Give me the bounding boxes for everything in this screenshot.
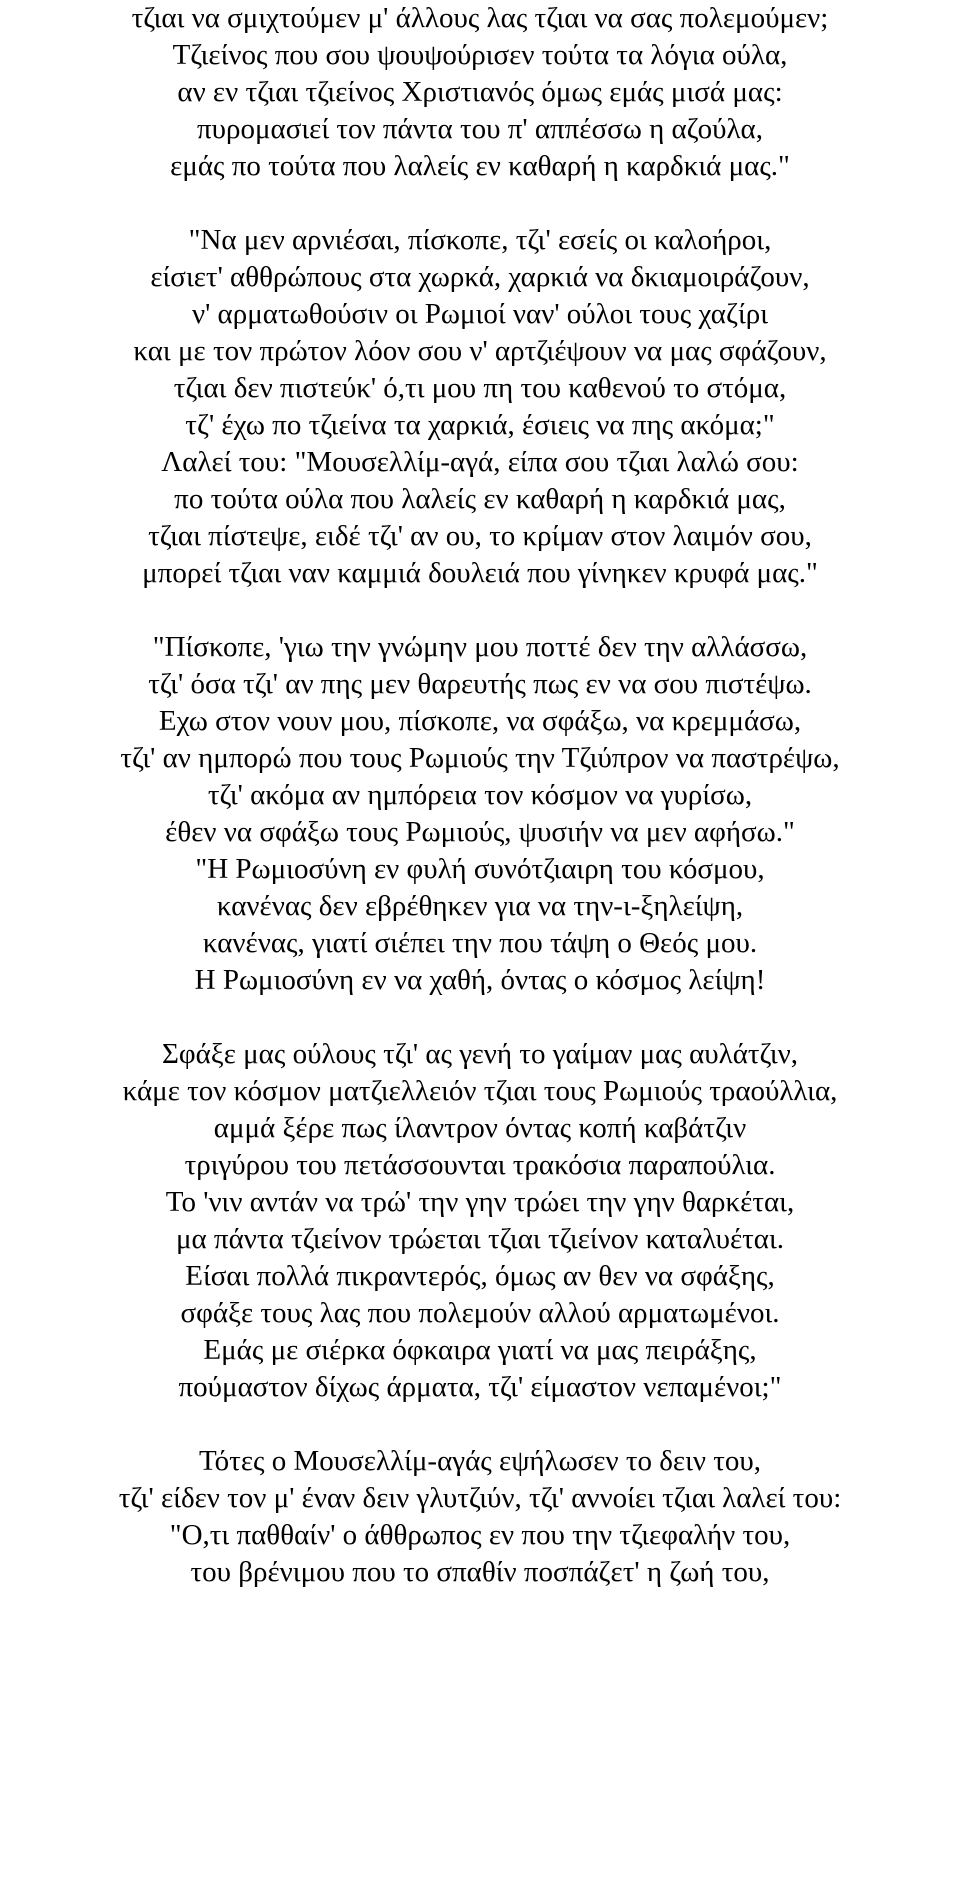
- verse-line: αμμά ξέρε πως ίλαντρον όντας κοπή καβάτζιν: [213, 1112, 747, 1144]
- verse-line: Το 'νιν αντάν να τρώ' την γην τρώει την γην θαρκέται,: [165, 1186, 795, 1218]
- verse-line: Λαλεί του: "Μουσελλίμ-αγά, είπα σου τζιαι λαλώ σου:: [161, 446, 799, 478]
- verse-line: τζιαι να σμιχτούμεν μ' άλλους λας τζιαι να σας πολεμούμεν;: [131, 2, 829, 34]
- verse-line: κανένας, γιατί σιέπει την που τάψη ο Θεός μου.: [202, 927, 758, 959]
- verse-line: τζι' ακόμα αν ημπόρεια τον κόσμον να γυρίσω,: [207, 779, 753, 811]
- verse-line: εμάς πο τούτα που λαλείς εν καθαρή η καρδκιά μας.": [170, 150, 790, 182]
- verse-line: έθεν να σφάξω τους Ρωμιούς, ψυσιήν να μεν αφήσω.": [165, 816, 795, 848]
- verse-line: τζι' όσα τζι' αν πης μεν θαρευτής πως εν να σου πιστέψω.: [148, 668, 812, 700]
- verse-line: "Ο,τι παθθαίν' ο άθθρωπος εν που την τζιεφαλήν του,: [169, 1519, 791, 1551]
- verse-line: μπορεί τζιαι ναν καμμιά δουλειά που γίνηκεν κρυφά μας.": [142, 557, 818, 589]
- stanza-5: [0, 1443, 960, 1591]
- stanza-4: [0, 1036, 960, 1406]
- verse-line: Εμάς με σιέρκα όφκαιρα γιατί να μας πειράξης,: [203, 1334, 757, 1366]
- verse-line: Η Ρωμιοσύνη εν να χαθή, όντας ο κόσμος λείψη!: [194, 964, 766, 996]
- verse-line: Είσαι πολλά πικραντερός, όμως αν θεν να σφάξης,: [185, 1260, 775, 1292]
- verse-line: πο τούτα ούλα που λαλείς εν καθαρή η καρδκιά μας,: [174, 483, 786, 515]
- verse-line: Τζιείνος που σου ψουψούρισεν τούτα τα λόγια ούλα,: [172, 39, 788, 71]
- verse-line: του βρένιμου που το σπαθίν ποσπάζετ' η ζωή του,: [190, 1556, 770, 1588]
- verse-line: αν εν τζιαι τζιείνος Χριστιανός όμως εμάς μισά μας:: [177, 76, 783, 108]
- verse-line: κανένας δεν εβρέθηκεν για να την-ι-ξηλείψη,: [216, 890, 744, 922]
- verse-line: Εχω στον νουν μου, πίσκοπε, να σφάξω, να κρεμμάσω,: [158, 705, 802, 737]
- verse-line: πυρομασιεί τον πάντα του π' αππέσσω η αζούλα,: [197, 113, 763, 145]
- verse-line: Τότες ο Μουσελλίμ-αγάς εψήλωσεν το δειν του,: [198, 1445, 762, 1477]
- verse-line: "Η Ρωμιοσύνη εν φυλή συνότζιαιρη του κόσμου,: [195, 853, 765, 885]
- verse-line: τζιαι πίστεψε, ειδέ τζι' αν ου, το κρίμαν στον λαιμόν σου,: [148, 520, 812, 552]
- verse-line: "Να μεν αρνιέσαι, πίσκοπε, τζι' εσείς οι καλοήροι,: [188, 224, 772, 256]
- verse-line: σφάξε τους λας που πολεμούν αλλού αρματωμένοι.: [180, 1297, 780, 1329]
- verse-line: "Πίσκοπε, 'γιω την γνώμην μου ποττέ δεν την αλλάσσω,: [152, 631, 808, 663]
- verse-line: τζ' έχω πο τζιείνα τα χαρκιά, έσιεις να πης ακόμα;": [185, 409, 775, 441]
- verse-line: τζιαι δεν πιστεύκ' ό,τι μου πη του καθενού το στόμα,: [173, 372, 787, 404]
- verse-line: κάμε τον κόσμον ματζιελλειόν τζιαι τους Ρωμιούς τραούλλια,: [122, 1075, 838, 1107]
- verse-line: είσιετ' αθθρώπους στα χωρκά, χαρκιά να δκιαμοιράζουν,: [150, 261, 810, 293]
- stanza-gap: [0, 185, 960, 222]
- stanza-gap: [0, 1406, 960, 1443]
- verse-line: μα πάντα τζιείνον τρώεται τζιαι τζιείνον καταλυέται.: [175, 1223, 785, 1255]
- verse-line: και με τον πρώτον λόον σου ν' αρτζιέψουν να μας σφάζουν,: [133, 335, 827, 367]
- stanza-gap: [0, 592, 960, 629]
- stanza-3: [0, 629, 960, 999]
- stanza-gap: [0, 999, 960, 1036]
- verse-line: τριγύρου του πετάσσουνται τρακόσια παραπούλια.: [184, 1149, 776, 1181]
- verse-line: τζι' αν ημπορώ που τους Ρωμιούς την Τζιύπρον να παστρέψω,: [120, 742, 840, 774]
- stanza-2: [0, 222, 960, 592]
- verse-line: ν' αρματωθούσιν οι Ρωμιοί ναν' ούλοι τους χαζίρι: [191, 298, 769, 330]
- verse-line: πούμαστον δίχως άρματα, τζι' είμαστον νεπαμένοι;": [178, 1371, 782, 1403]
- stanza-1: [0, 0, 960, 185]
- verse-line: Σφάξε μας ούλους τζι' ας γενή το γαίμαν μας αυλάτζιν,: [161, 1038, 799, 1070]
- verse-line: τζι' είδεν τον μ' έναν δειν γλυτζιύν, τζι' αννοίει τζιαι λαλεί του:: [118, 1482, 842, 1514]
